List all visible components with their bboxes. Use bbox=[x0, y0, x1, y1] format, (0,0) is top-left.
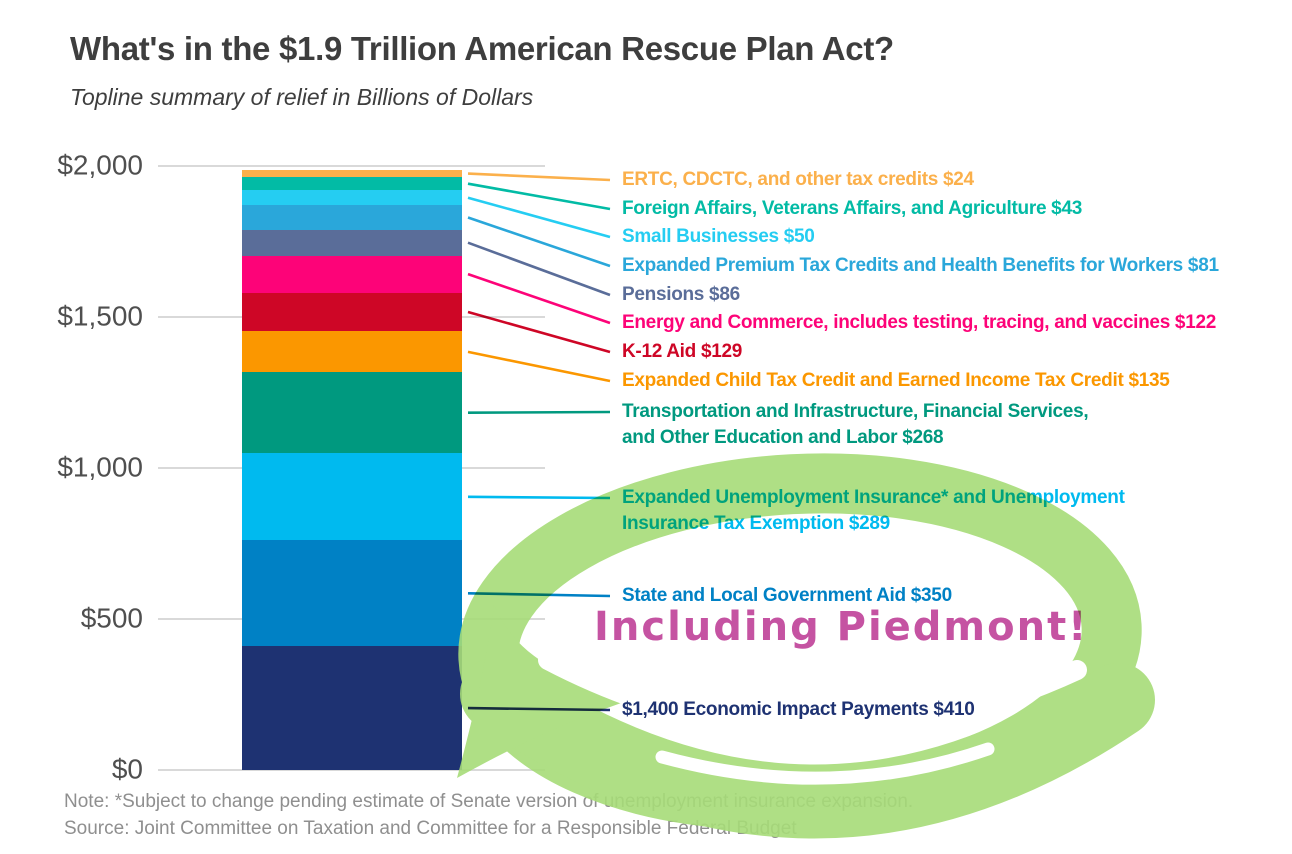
chart-title: What's in the $1.9 Trillion American Rescue Plan Act? bbox=[70, 30, 894, 67]
segment-label: $1,400 Economic Impact Payments $410 bbox=[622, 699, 975, 720]
source-text: Source: Joint Committee on Taxation and Committee for a Responsible Federal Budget bbox=[64, 818, 797, 839]
piedmont-annotation-text: Including Piedmont! bbox=[594, 604, 1089, 650]
note-text: Note: *Subject to change pending estimate of Senate version of unemployment insurance expansion. bbox=[64, 791, 914, 812]
segment-label: ERTC, CDCTC, and other tax credits $24 bbox=[622, 169, 974, 190]
y-tick-label: $1,500 bbox=[57, 300, 143, 332]
segment-label: Pensions $86 bbox=[622, 284, 740, 305]
segment-label: Expanded Child Tax Credit and Earned Income Tax Credit $135 bbox=[622, 370, 1170, 391]
segment-label: Expanded Premium Tax Credits and Health Benefits for Workers $81 bbox=[622, 255, 1219, 276]
segment-label: K-12 Aid $129 bbox=[622, 341, 743, 362]
segment-label: Transportation and Infrastructure, Financial Services, and Other Education and Labor $268 bbox=[622, 401, 1089, 448]
y-tick-label: $2,000 bbox=[57, 149, 143, 181]
y-tick-label: $0 bbox=[111, 753, 143, 785]
y-tick-label: $500 bbox=[80, 602, 143, 634]
segment-label: State and Local Government Aid $350 bbox=[622, 585, 952, 606]
y-tick-label: $1,000 bbox=[57, 451, 143, 483]
segment-label: Energy and Commerce, includes testing, tracing, and vaccines $122 bbox=[622, 312, 1217, 333]
chart-subtitle: Topline summary of relief in Billions of Dollars bbox=[70, 84, 534, 110]
segment-label: Foreign Affairs, Veterans Affairs, and Agriculture $43 bbox=[622, 198, 1082, 219]
segment-label: Expanded Unemployment Insurance* and Unemployment Insurance Tax Exemption $289 bbox=[622, 487, 1125, 534]
segment-label: Small Businesses $50 bbox=[622, 226, 815, 247]
